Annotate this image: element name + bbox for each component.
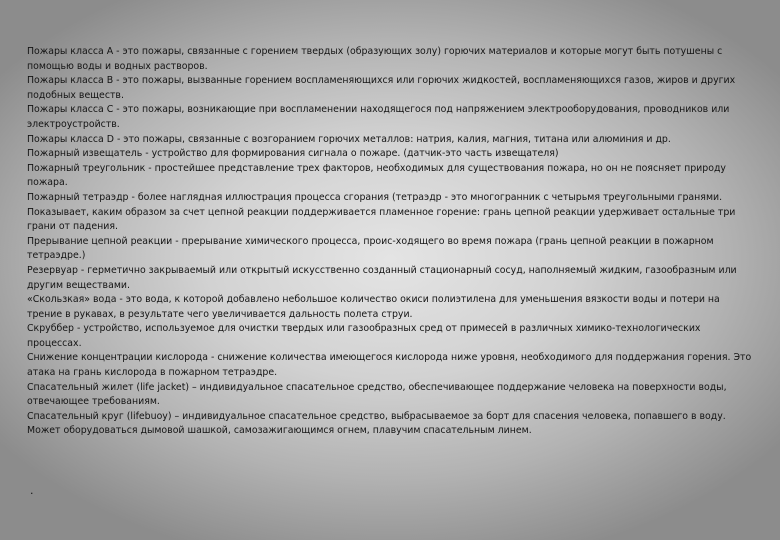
- definition-text: - более наглядная иллюстрация процесса сгорания (тетраэдр - это многогранник с четырьмя треугольными гранями. Показывает, каким образом за счет цепной реакции поддерживается пламенное горение: грань цепной реакции удерживает остальные три грани от падения.: [27, 191, 736, 233]
- definition-text: - устройство, используемое для очистки твердых или газообразных сред от примесей в различных химико-технологических процессах.: [27, 323, 701, 349]
- definition-text: - простейшее представление трех факторов, необходимых для существования пожара, но он не поясняет природу пожара.: [27, 162, 726, 189]
- definition-term: Прерывание цепной реакции: [27, 235, 173, 247]
- definition-term: Пожарный треугольник: [27, 162, 146, 174]
- definition-paragraph: [27, 235, 755, 264]
- definition-paragraph: [27, 162, 755, 191]
- definition-text: - прерывание химического процесса, проис-ходящего во время пожара (грань цепной реакции в пожарном тетраэдре.): [27, 235, 714, 262]
- definition-paragraph: [27, 264, 755, 293]
- definition-text: – индивидуальное спасательное средство, обеспечивающее поддержание человека на поверхности воды, отвечающее требованиям.: [27, 381, 727, 408]
- definition-paragraph: [27, 45, 755, 74]
- definition-paragraph: [27, 103, 755, 132]
- definition-term: Снижение концентрации кислорода: [27, 352, 209, 364]
- definition-text: - это вода, к которой добавлено небольшое количество окиси полиэтилена для уменьшения вязкости воды и потери на трение в рукавах, в результате чего увеличивается дальность полета струи.: [27, 294, 720, 320]
- definition-term: Пожары класса С: [27, 104, 114, 116]
- definition-term: Скруббер: [27, 323, 74, 335]
- definition-term: Спасательный жилет (life jacket): [27, 381, 190, 393]
- definition-term: Пожары класса В: [27, 75, 114, 87]
- definition-term: Пожары класса D: [27, 133, 114, 145]
- definition-text: - это пожары, связанные с возгоранием горючих металлов: натрия, калия, магния, титана или алюминия и др.: [113, 133, 671, 145]
- bullet-dot: .: [30, 484, 34, 497]
- definition-paragraph: [27, 381, 755, 410]
- definition-paragraph: [27, 351, 755, 380]
- definition-term: Пожарный извещатель: [27, 148, 143, 160]
- definition-paragraph: [27, 74, 755, 103]
- definition-text: - герметично закрываемый или открытый искусственно созданный стационарный сосуд, наполняемый жидким, газообразным или другим веществами.: [27, 264, 737, 291]
- definition-term: Пожары класса А: [27, 46, 114, 57]
- definition-term: Пожарный тетраэдр: [27, 191, 129, 203]
- definition-paragraph: [27, 293, 755, 322]
- definition-term: Спасательный круг (lifebuoy): [27, 410, 172, 422]
- definitions-text-block: [27, 45, 755, 439]
- definition-term: «Скользкая» вода: [27, 294, 117, 306]
- definition-paragraph: [27, 133, 755, 148]
- definition-text: - это пожары, возникающие при воспламенении находящегося под напряжением электрооборудования, проводников или электроустройств.: [27, 104, 730, 130]
- definition-paragraph: [27, 410, 755, 439]
- definition-paragraph: [27, 191, 755, 235]
- definition-text: - устройство для формирования сигнала о пожаре. (датчик-это часть извещателя): [142, 148, 559, 160]
- definition-text: - это пожары, связанные с горением твердых (образующих золу) горючих материалов и которые могут быть потушены с помощью воды и водных растворов.: [27, 46, 723, 72]
- definition-paragraph: [27, 322, 755, 351]
- definition-paragraph: [27, 147, 755, 162]
- definition-term: Резервуар: [27, 264, 78, 276]
- definition-text: - снижение количества имеющегося кислорода ниже уровня, необходимого для поддержания горения. Это атака на грань кислорода в пожарном тетраэдре.: [27, 352, 752, 379]
- definition-text: - это пожары, вызванные горением воспламеняющихся или горючих жидкостей, воспламеняющихся газов, жиров и других подобных веществ.: [27, 75, 736, 101]
- definition-text: – индивидуальное спасательное средство, выбрасываемое за борт для спасения человека, попавшего в воду. Может оборудоваться дымовой шашкой, самозажигающимся огнем, плавучим спасательным линем.: [27, 410, 726, 437]
